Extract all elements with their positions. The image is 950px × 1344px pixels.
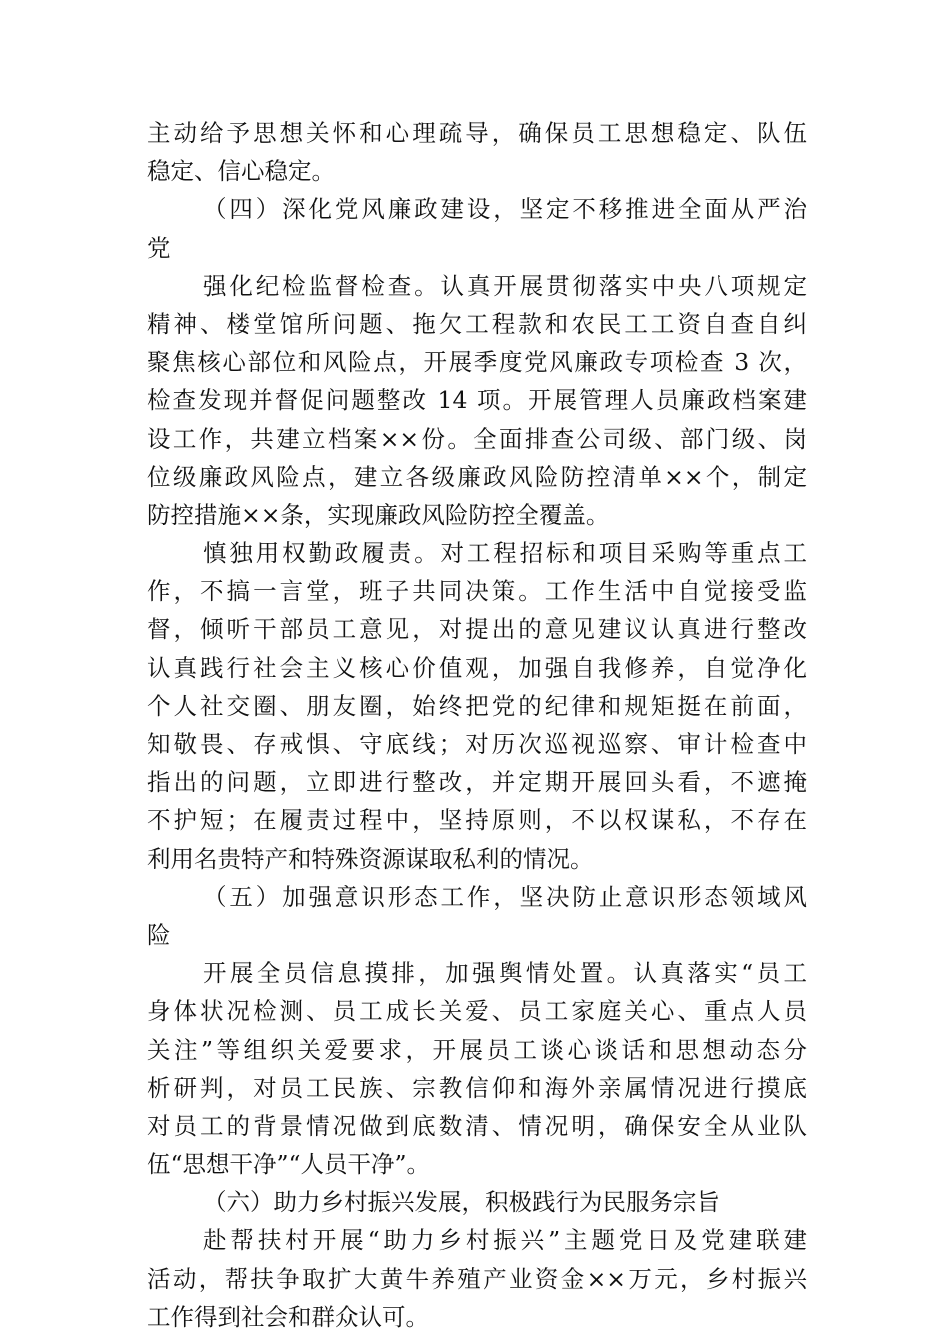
paragraph-start: 赴帮扶村开展“助力乡村振兴”主题党日及党建联建 [203,1226,807,1255]
body-line: 检查发现并督促问题整改 14 项。开展管理人员廉政档案建 [147,386,807,415]
body-line: 设工作，共建立档案××份。全面排查公司级、部门级、岗 [147,424,807,453]
body-line: 个人社交圈、朋友圈，始终把党的纪律和规矩挺在前面， [147,691,807,720]
paragraph-start: 慎独用权勤政履责。对工程招标和项目采购等重点工 [203,539,807,568]
body-line: 关注”等组织关爱要求，开展员工谈心谈话和思想动态分 [147,1035,807,1064]
body-line: 知敬畏、存戒惧、守底线；对历次巡视巡察、审计检查中 [147,730,807,758]
body-line: 作，不搞一言堂，班子共同决策。工作生活中自觉接受监 [147,577,807,606]
section-heading-4-continued: 党 [147,233,171,262]
body-line: 主动给予思想关怀和心理疏导，确保员工思想稳定、队伍 [147,119,807,147]
body-line: 身体状况检测、员工成长关爱、员工家庭关心、重点人员 [147,997,807,1026]
section-heading-6: （六）助力乡村振兴发展，积极践行为民服务宗旨 [203,1188,720,1217]
body-line: 析研判，对员工民族、宗教信仰和海外亲属情况进行摸底 [147,1073,807,1102]
body-line: 认真践行社会主义核心价值观，加强自我修养，自觉净化 [147,653,807,682]
body-line: 防控措施××条，实现廉政风险防控全覆盖。 [147,500,610,529]
body-line: 伍“思想干净”“人员干净”。 [147,1150,431,1179]
body-line: 不护短；在履责过程中，坚持原则，不以权谋私，不存在 [147,806,807,835]
document-body [147,114,807,1336]
body-line: 指出的问题，立即进行整改，并定期开展回头看，不遮掩 [147,768,807,797]
body-line: 督，倾听干部员工意见，对提出的意见建议认真进行整改 [147,615,807,644]
body-line: 对员工的背景情况做到底数清、情况明，确保安全从业队 [147,1111,807,1140]
body-line: 位级廉政风险点，建立各级廉政风险防控清单××个，制定 [147,462,807,491]
section-heading-4: （四）深化党风廉政建设，坚定不移推进全面从严治 [203,195,807,224]
section-heading-5-continued: 险 [147,920,171,949]
section-heading-5: （五）加强意识形态工作，坚决防止意识形态领域风 [203,882,807,911]
paragraph-start: 开展全员信息摸排，加强舆情处置。认真落实“员工 [203,959,807,988]
body-line: 利用名贵特产和特殊资源谋取私利的情况。 [147,844,594,873]
body-line: 聚焦核心部位和风险点，开展季度党风廉政专项检查 3 次， [147,348,807,377]
body-line: 活动，帮扶争取扩大黄牛养殖产业资金××万元，乡村振兴 [147,1264,807,1293]
body-line: 精神、楼堂馆所问题、拖欠工程款和农民工工资自查自纠 [147,309,807,338]
body-line: 工作得到社会和群众认可。 [147,1302,429,1331]
body-line: 稳定、信心稳定。 [147,157,335,186]
paragraph-start: 强化纪检监督检查。认真开展贯彻落实中央八项规定 [203,271,807,300]
